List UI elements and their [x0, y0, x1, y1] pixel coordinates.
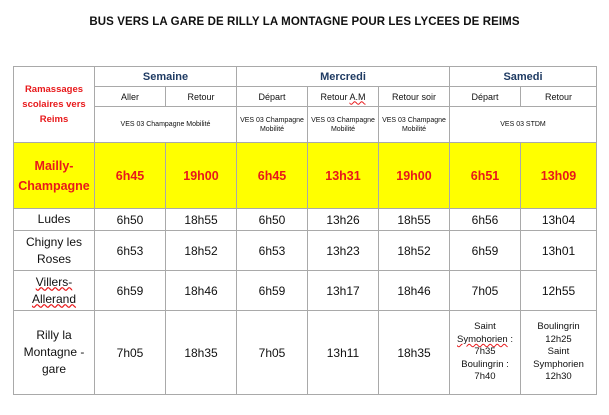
- operator-samedi: VES 03 STDM: [450, 107, 597, 143]
- time-cell: 6h50: [95, 209, 166, 231]
- time-cell: 13h23: [308, 231, 379, 271]
- stop-name: Ludes: [14, 209, 95, 231]
- page-title: BUS VERS LA GARE DE RILLY LA MONTAGNE POUR LES LYCEES DE REIMS: [89, 16, 520, 28]
- stop-name-text: Villers-Allerand: [31, 274, 77, 306]
- subheader-retour-am-suffix: A.M: [349, 91, 366, 102]
- subheader-retour-am: Retour A.M: [308, 87, 379, 107]
- time-line: 12h25: [545, 333, 572, 345]
- time-line: 12h30: [545, 371, 572, 383]
- time-cell: 6h51: [450, 143, 521, 209]
- operator-semaine: VES 03 Champagne Mobilité: [95, 107, 237, 143]
- time-cell: 18h46: [379, 271, 450, 311]
- time-cell: 19h00: [166, 143, 237, 209]
- subheader-depart-samedi: Départ: [450, 87, 521, 107]
- operator-mercredi-retour-soir: VES 03 Champagne Mobilité: [379, 107, 450, 143]
- time-cell: 6h59: [237, 271, 308, 311]
- group-header-semaine: Semaine: [95, 67, 237, 87]
- stop-name: Chigny les Roses: [14, 231, 95, 271]
- subheader-aller: Aller: [95, 87, 166, 107]
- time-cell: 13h01: [521, 231, 597, 271]
- subheader-depart: Départ: [237, 87, 308, 107]
- time-cell: 7h05: [95, 311, 166, 395]
- time-cell: 6h56: [450, 209, 521, 231]
- time-cell: 18h46: [166, 271, 237, 311]
- subheader-retour-samedi: Retour: [521, 87, 597, 107]
- time-cell: 18h55: [379, 209, 450, 231]
- time-cell: 6h45: [95, 143, 166, 209]
- time-cell: 6h53: [237, 231, 308, 271]
- time-cell: 7h05: [237, 311, 308, 395]
- stop-name: Mailly-Champagne: [14, 143, 95, 209]
- time-cell: 13h11: [308, 311, 379, 395]
- stop-name: Rilly la Montagne - gare: [14, 311, 95, 395]
- time-line: Symphorien: [533, 358, 584, 370]
- operator-mercredi-retour-am: VES 03 Champagne Mobilité: [308, 107, 379, 143]
- time-cell: 18h35: [166, 311, 237, 395]
- group-header-samedi: Samedi: [450, 67, 597, 87]
- time-cell: 12h55: [521, 271, 597, 311]
- time-line: Symohorien :: [457, 333, 513, 345]
- subheader-retour: Retour: [166, 87, 237, 107]
- stop-name: [14, 271, 95, 311]
- time-cell: 13h31: [308, 143, 379, 209]
- time-cell: 18h52: [166, 231, 237, 271]
- time-cell: 13h04: [521, 209, 597, 231]
- corner-label: Ramassages scolaires vers Reims: [14, 67, 95, 143]
- time-line: Saint: [474, 321, 496, 333]
- time-cell: 13h17: [308, 271, 379, 311]
- operator-mercredi-depart: VES 03 Champagne Mobilité: [237, 107, 308, 143]
- time-line: Saint: [547, 346, 570, 358]
- time-cell: 6h53: [95, 231, 166, 271]
- time-cell: 6h59: [450, 231, 521, 271]
- time-cell: 18h55: [166, 209, 237, 231]
- group-header-mercredi: Mercredi: [237, 67, 450, 87]
- time-cell: 6h45: [237, 143, 308, 209]
- time-cell-multi: [450, 311, 521, 395]
- time-cell: 19h00: [379, 143, 450, 209]
- time-cell-multi: [521, 311, 597, 395]
- time-line: 7h35: [474, 346, 496, 358]
- bus-timetable: [13, 66, 597, 395]
- time-cell: 13h09: [521, 143, 597, 209]
- time-cell: 18h35: [379, 311, 450, 395]
- time-cell: 18h52: [379, 231, 450, 271]
- time-line: Boulingrin: [537, 321, 580, 333]
- time-line: 7h40: [474, 371, 496, 383]
- time-cell: 6h50: [237, 209, 308, 231]
- subheader-retour-soir: Retour soir: [379, 87, 450, 107]
- time-cell: 6h59: [95, 271, 166, 311]
- time-line: Boulingrin :: [461, 358, 509, 370]
- time-cell: 13h26: [308, 209, 379, 231]
- time-cell: 7h05: [450, 271, 521, 311]
